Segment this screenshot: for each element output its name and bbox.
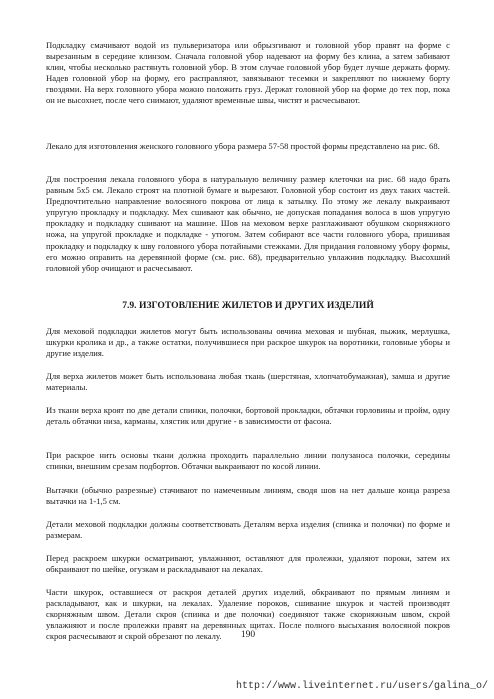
page-number: 190 bbox=[240, 630, 256, 640]
paragraph-2: Лекало для изготовления женского головного убора размера 57-58 простой формы представлено на рис. 68. bbox=[46, 141, 440, 151]
paragraph-1: Подкладку смачивают водой из пульверизатора или обрызгивают и головной убор правят на форме с вырезанным в середине клинзом. Сначала головной убор надевают на форму без клина, а затем забивают клин, чтобы несколько растянуть головной убор. В этом случае головной убор будет лучше держать форму. Надев головной убор на форму, его расправляют, завязывают тесемки и закрепляют по нижнему борту гвоздями. На верх головного убора можно положить груз. Держат головной убор на форме до тех пор, пока он не высохнет, после чего снимают, удаляют временные швы, чистят и расчесывают. bbox=[46, 40, 450, 106]
section-heading: 7.9. ИЗГОТОВЛЕНИЕ ЖИЛЕТОВ И ДРУГИХ ИЗДЕЛИЙ bbox=[122, 300, 374, 311]
paragraph-3: Для построения лекала головного убора в натуральную величину размер клеточки на рис. 68 надо брать равным 5х5 см. Лекало строят на плотной бумаге и вырезают. Головной убор состоит из двух таких частей. Предпочтительно направление волосяного покрова от лица к затылку. По этому же лекалу выкраивают упругую прокладку и подкладку. Мех сшивают как обычно, не допуская попадания волоса в шов упругую прокладку и подкладку сшивают на машине. Шов на меховом верхе разглаживают обушком скорняжного ножа, на упругой прокладке и подкладке - утюгом. Затем собирают все части головного убора, пришивая прокладку и подкладку к шву головного убора потайными стежками. Для придания головному убору формы, его можно оправить на деревянной форме (см. рис. 68), предварительно увлажнив подкладку. Высохший головной убор очищают и расчесывают. bbox=[46, 174, 450, 273]
paragraph-6: Из ткани верха кроят по две детали спинки, полочки, бортовой прокладки, обтачки горловины и пройм, одну деталь обтачки низа, карманы, хлястик или другие - в зависимости от фасона. bbox=[46, 405, 450, 427]
paragraph-10: Перед раскроем шкурки осматривают, увлажняют, оставляют для пролежки, удаляют пороки, затем их обкраивают по шейке, огузкам и раскладывают на лекалах. bbox=[46, 553, 450, 575]
paragraph-7: При раскрое нить основы ткани должна проходить параллельно линии полузаноса полочки, середины спинки, внешним срезам подбортов. Обтачки выкраивают по косой линии. bbox=[46, 450, 450, 472]
watermark-url: http://www.liveinternet.ru/users/galina_o/ bbox=[235, 681, 488, 692]
paragraph-8: Вытачки (обычно разрезные) стачивают по намеченным линиям, сводя шов на нет дальше конца разреза вытачки на 1-1,5 см. bbox=[46, 485, 450, 507]
paragraph-5: Для верха жилетов может быть использована любая ткань (шерстяная, хлопчатобумажная), замша и другие материалы. bbox=[46, 371, 450, 393]
paragraph-11: Части шкурок, оставшиеся от раскроя деталей других изделий, обкраивают по прямым линиям и раскладывают, как и шкурки, на лекалах. Удаление пороков, сшивание шкурок и частей производят скорняжным швом. Детали скроя (спинка и две полочки) соединяют также скорняжным швом, скрой увлажняют и после пролежки правят на деревянных щитах. После полного высыхания волосяной покров скроя расчесывают и скрой обрезают по лекалу. bbox=[46, 587, 450, 642]
paragraph-4: Для меховой подкладки жилетов могут быть использованы овчина меховая и шубная, пыжик, мерлушка, шкурки кролика и др., а также остатки, получившиеся при раскрое шкурок на воротники, головные уборы и другие изделия. bbox=[46, 326, 450, 359]
paragraph-9: Детали меховой подкладки должны соответствовать Деталям верха изделия (спинка и полочки) по форме и размерам. bbox=[46, 519, 450, 541]
